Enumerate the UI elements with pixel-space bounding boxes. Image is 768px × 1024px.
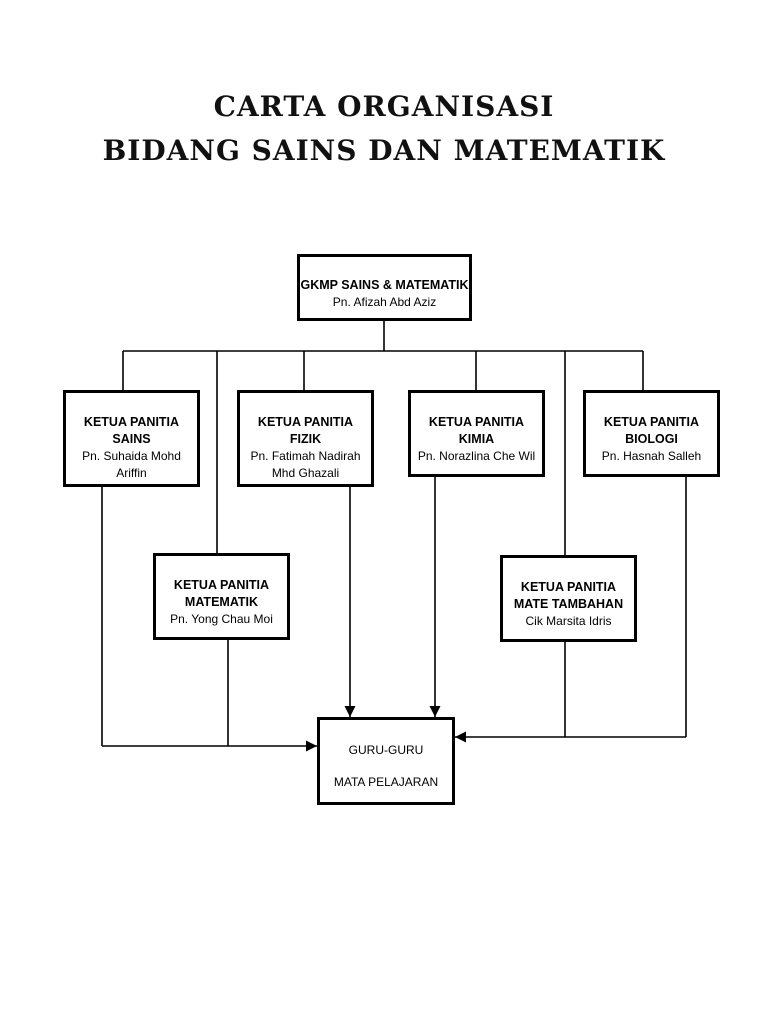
node-fizik: [237, 390, 374, 487]
node-sains: [63, 390, 200, 487]
node-sains-role-2: SAINS: [112, 432, 151, 446]
node-matematik-name: Pn. Yong Chau Moi: [170, 612, 273, 626]
chart-title-line1: CARTA ORGANISASI: [213, 90, 555, 123]
node-gkmp-name: Pn. Afizah Abd Aziz: [332, 295, 437, 309]
node-guru: [317, 717, 455, 805]
node-tambahan-role-1: KETUA PANITIA: [520, 580, 617, 594]
node-biologi-role-2: BIOLOGI: [625, 432, 678, 446]
node-fizik-role-2: FIZIK: [289, 432, 322, 446]
node-gkmp: [297, 254, 472, 321]
node-kimia-role-1: KETUA PANITIA: [428, 415, 525, 429]
node-biologi-name: Pn. Hasnah Salleh: [601, 449, 702, 463]
node-fizik-name-2: Mhd Ghazali: [271, 466, 340, 480]
node-biologi: [583, 390, 720, 477]
node-sains-name-2: Ariffin: [116, 466, 147, 480]
node-matematik: [153, 553, 290, 640]
node-fizik-role-1: KETUA PANITIA: [257, 415, 354, 429]
node-guru-line2: MATA PELAJARAN: [333, 775, 439, 789]
chart-title-line2: BIDANG SAINS DAN MATEMATIK: [102, 134, 666, 167]
node-kimia-role-2: KIMIA: [458, 432, 495, 446]
node-tambahan-name: Cik Marsita Idris: [525, 614, 612, 628]
node-gkmp-role: GKMP SAINS & MATEMATIK: [300, 278, 469, 292]
node-tambahan-role-2: MATE TAMBAHAN: [513, 597, 624, 611]
node-matematik-role-2: MATEMATIK: [184, 595, 259, 609]
node-kimia-name: Pn. Norazlina Che Wil: [417, 449, 536, 463]
node-tambahan: [500, 555, 637, 642]
node-sains-name-1: Pn. Suhaida Mohd: [82, 449, 181, 463]
node-sains-role-1: KETUA PANITIA: [83, 415, 180, 429]
node-fizik-name-1: Pn. Fatimah Nadirah: [250, 449, 361, 463]
node-matematik-role-1: KETUA PANITIA: [173, 578, 270, 592]
node-kimia: [408, 390, 545, 477]
node-biologi-role-1: KETUA PANITIA: [603, 415, 700, 429]
node-guru-line1: GURU-GURU: [348, 743, 424, 757]
